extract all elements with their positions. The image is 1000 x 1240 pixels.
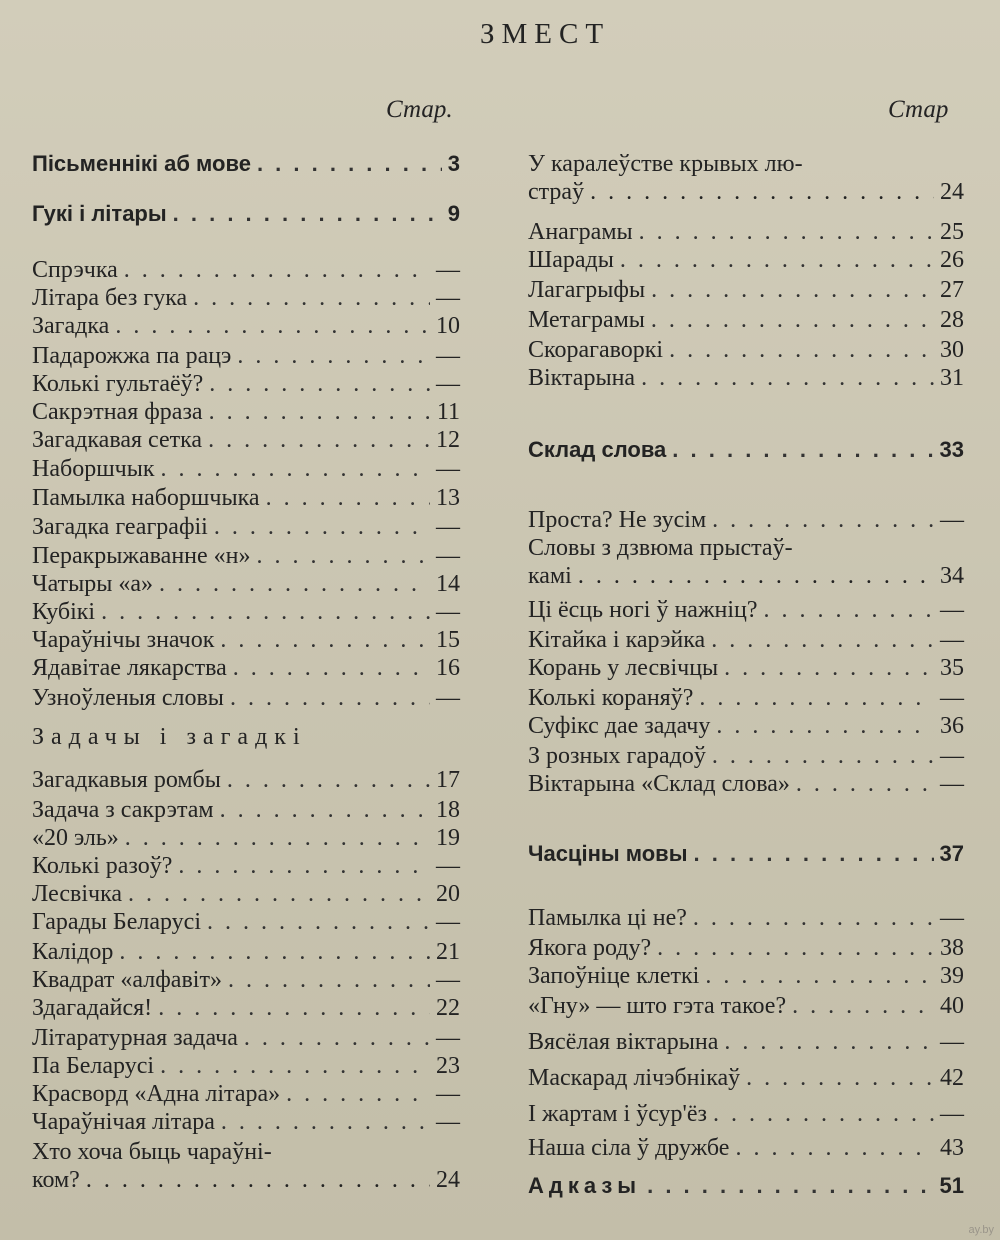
dot-leader [178,852,430,880]
dot-leader [699,684,934,712]
dot-leader [173,200,442,228]
dot-leader [669,336,934,364]
toc-entry [32,312,460,340]
toc-entry [32,1052,460,1080]
toc-entry [32,766,460,794]
section-label: Задачы і загадкі [32,724,307,750]
entry-title: Кубікі [32,599,96,625]
entry-title: Па Беларусі [32,1053,155,1079]
entry-title: Сакрэтная фраза [32,399,203,425]
entry-page-number: — [940,743,964,769]
entry-title: Віктарына [528,365,636,391]
entry-page-number: — [436,257,460,283]
dot-leader [115,312,430,340]
entry-title: Гарады Беларусі [32,909,201,935]
dot-leader [193,284,430,312]
entry-title: Чараўнічы значок [32,627,215,653]
toc-entry [528,962,964,990]
dot-leader [228,966,430,994]
toc-entry [32,398,460,426]
entry-page-number: 17 [436,767,460,793]
entry-title: З розных гарадоў [528,743,706,769]
entry-page-number: 18 [436,797,460,823]
entry-page-number: 27 [940,277,964,303]
dot-leader [158,994,430,1022]
dot-leader [214,513,430,541]
entry-page-number: 21 [436,939,460,965]
entry-title: Здагадайся! [32,995,153,1021]
toc-entry [528,904,964,932]
entry-title-line1: Хто хоча быць чараўні- [32,1139,272,1165]
entry-page-number: 12 [436,427,460,453]
entry-title: Лесвічка [32,881,123,907]
entry-title: Красворд «Адна літара» [32,1081,281,1107]
dot-leader [641,364,934,392]
entry-title: Памылка ці не? [528,905,687,931]
entry-title: Адказы [528,1173,642,1198]
entry-title-line2-row [528,178,964,206]
toc-entry-heading [32,200,460,228]
dot-leader [724,654,934,682]
entry-page-number: 16 [436,655,460,681]
entry-page-number: 37 [939,841,964,866]
entry-title-line1: Словы з дзвюма прыстаў- [528,535,793,561]
entry-page-number: 24 [940,179,964,205]
dot-leader [578,562,934,590]
dot-leader [746,1064,934,1092]
dot-leader [119,938,430,966]
dot-leader [161,455,430,483]
dot-leader [657,934,934,962]
dot-leader [209,370,430,398]
entry-page-number: — [436,853,460,879]
entry-page-number: — [436,371,460,397]
toc-entry [528,934,964,962]
dot-leader [716,712,934,740]
toc-entry [32,626,460,654]
entry-title: Задача з сакрэтам [32,797,214,823]
toc-entry-heading [528,840,964,868]
entry-title: Метаграмы [528,307,645,333]
toc-entry [32,455,460,483]
entry-title: Спрэчка [32,257,118,283]
entry-page-number: 38 [940,935,964,961]
entry-page-number: — [436,685,460,711]
entry-page-number: 26 [940,247,964,273]
entry-title: Суфікс дае задачу [528,713,711,739]
entry-page-number: — [940,685,964,711]
entry-page-number: — [940,771,964,797]
entry-page-number: 51 [939,1173,964,1198]
entry-title: Наборшчык [32,456,155,482]
toc-entry [32,570,460,598]
toc-entry [32,426,460,454]
entry-page-number: 15 [436,627,460,653]
entry-page-number: 3 [447,151,460,176]
entry-title: Віктарына «Склад слова» [528,771,790,797]
toc-entry [32,1108,460,1136]
entry-page-number: 24 [436,1167,460,1193]
dot-leader [620,246,934,274]
dot-leader [227,766,430,794]
entry-title: Запоўніце клеткі [528,963,700,989]
right-page-column-header: Стар [888,96,949,123]
entry-title: «20 эль» [32,825,119,851]
entry-title: Склад слова [528,437,667,462]
entry-page-number: 43 [940,1135,964,1161]
dot-leader [209,398,431,426]
entry-page-number: 22 [436,995,460,1021]
entry-title: Літаратурная задача [32,1025,238,1051]
toc-entry [528,336,964,364]
entry-page-number: 33 [939,437,964,462]
toc-entry [528,506,964,534]
entry-page-number: — [436,967,460,993]
dot-leader [233,654,430,682]
entry-page-number: 30 [940,337,964,363]
entry-page-number: — [436,1025,460,1051]
entry-title: Узноўленыя словы [32,685,224,711]
toc-entry [32,880,460,908]
toc-entry [32,542,460,570]
dot-leader [792,992,934,1020]
entry-title: Колькі разоў? [32,853,173,879]
toc-entry [528,770,964,798]
toc-entry [528,992,964,1020]
entry-title: Шарады [528,247,614,273]
entry-title: Кітайка і карэйка [528,627,706,653]
dot-leader [220,626,430,654]
toc-entry [32,654,460,682]
dot-leader [257,542,430,570]
toc-entry [32,342,460,370]
dot-leader [705,962,934,990]
dot-leader [160,1052,430,1080]
left-page-column-header: Стар. [386,96,453,123]
dot-leader [713,1100,934,1128]
toc-entry-heading [528,1172,964,1200]
entry-page-number: — [436,909,460,935]
toc-entry [32,256,460,284]
toc-entry [32,1024,460,1052]
entry-page-number: 25 [940,219,964,245]
entry-title: Чатыры «а» [32,571,154,597]
toc-entry [32,966,460,994]
entry-page-number: 19 [436,825,460,851]
toc-entry [528,364,964,392]
entry-title: Чараўнічая літара [32,1109,215,1135]
toc-entry [528,1134,964,1162]
entry-title: «Гну» — што гэта такое? [528,993,787,1019]
dot-leader [651,276,934,304]
entry-page-number: 31 [940,365,964,391]
toc-entry [32,994,460,1022]
entry-page-number: — [436,285,460,311]
entry-page-number: — [940,1101,964,1127]
dot-leader [159,570,430,598]
entry-title-line2-row [32,1166,460,1194]
entry-page-number: 28 [940,307,964,333]
entry-title: Памылка наборшчыка [32,485,260,511]
dot-leader [712,506,934,534]
entry-page-number: 23 [436,1053,460,1079]
dot-leader [244,1024,430,1052]
entry-title: Загадкавыя ромбы [32,767,221,793]
dot-leader [590,178,934,206]
entry-page-number: — [940,905,964,931]
entry-page-number: 36 [940,713,964,739]
entry-title-line2: камі [528,563,572,589]
toc-entry [32,370,460,398]
entry-page-number: — [436,456,460,482]
entry-title: Якога роду? [528,935,652,961]
entry-page-number: 42 [940,1065,964,1091]
toc-entry [32,284,460,312]
entry-title: Літара без гука [32,285,188,311]
entry-title: Колькі гультаёў? [32,371,204,397]
entry-title-line2-row [528,562,964,590]
entry-title-line1: У каралеўстве крывых лю- [528,151,803,177]
entry-page-number: — [436,599,460,625]
dot-leader [639,218,934,246]
dot-leader [286,1080,430,1108]
toc-entry [528,276,964,304]
toc-entry [528,1100,964,1128]
entry-page-number: — [940,507,964,533]
toc-entry [32,484,460,512]
dot-leader [237,342,430,370]
entry-title: Квадрат «алфавіт» [32,967,222,993]
toc-entry-wrapped [528,150,964,206]
dot-leader [125,824,430,852]
dot-leader [651,306,934,334]
entry-page-number: — [436,343,460,369]
toc-entry [32,908,460,936]
entry-page-number: 39 [940,963,964,989]
dot-leader [230,684,430,712]
watermark: ay.by [968,1224,994,1236]
toc-entry [528,742,964,770]
toc-entry [528,218,964,246]
entry-page-number: — [436,543,460,569]
entry-title-line2: страў [528,179,585,205]
entry-page-number: — [940,627,964,653]
entry-title: Загадка [32,313,110,339]
entry-title: Маскарад лічэбнікаў [528,1065,741,1091]
entry-title: І жартам і ўсур'ёз [528,1101,707,1127]
dot-leader [128,880,430,908]
entry-title-line2: ком? [32,1167,80,1193]
page-title: ЗМЕСТ [479,18,611,50]
entry-title: Гукі і літары [32,201,167,226]
dot-leader [220,796,430,824]
dot-leader [101,598,430,626]
dot-leader [796,770,934,798]
entry-title: Калідор [32,939,114,965]
entry-page-number: 35 [940,655,964,681]
dot-leader [694,840,934,868]
dot-leader [221,1108,430,1136]
toc-entry-heading [32,150,460,178]
entry-page-number: 34 [940,563,964,589]
toc-entry-wrapped [528,534,964,590]
dot-leader [672,436,933,464]
toc-entry [528,684,964,712]
dot-leader [86,1166,430,1194]
dot-leader [208,426,430,454]
entry-title: Анаграмы [528,219,633,245]
toc-entry [32,684,460,712]
toc-entry [32,598,460,626]
entry-page-number: 11 [436,399,460,425]
entry-page-number: — [940,597,964,623]
entry-title: Проста? Не зусім [528,507,707,533]
dot-leader [647,1172,933,1200]
entry-page-number: — [436,1081,460,1107]
entry-page-number: 14 [436,571,460,597]
entry-title: Перакрыжаванне «н» [32,543,251,569]
dot-leader [124,256,430,284]
entry-page-number: — [436,1109,460,1135]
dot-leader [712,742,934,770]
entry-title: Загадкавая сетка [32,427,203,453]
entry-page-number: 10 [436,313,460,339]
dot-leader [207,908,430,936]
entry-page-number: 13 [436,485,460,511]
dot-leader [257,150,442,178]
toc-entry [528,246,964,274]
toc-entry [528,596,964,624]
toc-entry [528,1064,964,1092]
toc-entry [32,796,460,824]
toc-entry [32,824,460,852]
entry-title: Ядавітае лякарства [32,655,227,681]
toc-entry-heading [528,436,964,464]
entry-title: Пісьменнікі аб мове [32,151,251,176]
toc-entry [528,1028,964,1056]
dot-leader [724,1028,934,1056]
toc-entry [528,626,964,654]
dot-leader [711,626,934,654]
toc-entry [528,712,964,740]
entry-title: Скорагаворкі [528,337,664,363]
toc-entry-wrapped [32,1138,460,1194]
entry-title: Падарожжа па рацэ [32,343,232,369]
entry-title: Ці ёсць ногі ў нажніц? [528,597,758,623]
entry-page-number: — [436,514,460,540]
entry-title: Часціны мовы [528,841,688,866]
toc-entry [528,654,964,682]
toc-entry [528,306,964,334]
dot-leader [764,596,934,624]
entry-title: Вясёлая віктарына [528,1029,719,1055]
entry-page-number: 9 [447,201,460,226]
toc-entry [32,1080,460,1108]
entry-page-number: — [940,1029,964,1055]
dot-leader [693,904,934,932]
toc-entry [32,513,460,541]
entry-page-number: 40 [940,993,964,1019]
entry-title: Загадка геаграфіі [32,514,208,540]
entry-title: Лагагрыфы [528,277,646,303]
dot-leader [266,484,430,512]
entry-page-number: 20 [436,881,460,907]
toc-entry [32,938,460,966]
entry-title: Колькі кораняў? [528,685,694,711]
dot-leader [735,1134,934,1162]
entry-title: Корань у лесвічцы [528,655,719,681]
entry-title: Наша сіла ў дружбе [528,1135,730,1161]
toc-entry [32,852,460,880]
